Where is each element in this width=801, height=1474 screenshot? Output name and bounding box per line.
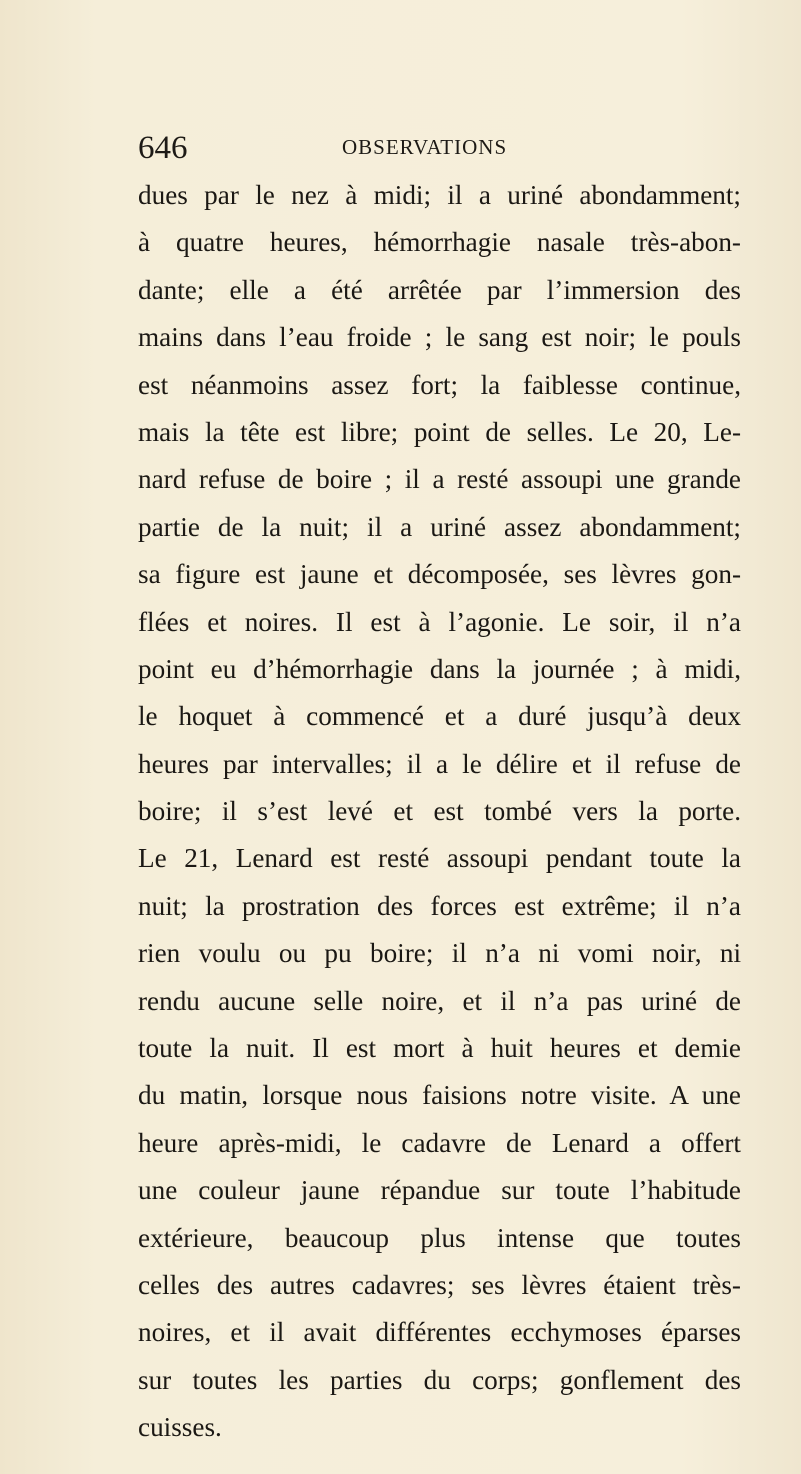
- text-line: mais la tête est libre; point de selles. Le 20, Le-: [138, 416, 741, 447]
- text-line: à quatre heures, hémorrhagie nasale très-abon-: [138, 227, 741, 258]
- text-line: heures par intervalles; il a le délire et il refuse de: [138, 748, 741, 779]
- text-line: Le 21, Lenard est resté assoupi pendant toute la: [138, 843, 741, 874]
- text-line: nuit; la prostration des forces est extrême; il n’a: [138, 890, 741, 921]
- body-text: [138, 172, 741, 1452]
- text-line: heure après-midi, le cadavre de Lenard a offert: [138, 1127, 741, 1158]
- text-line: extérieure, beaucoup plus intense que toutes: [138, 1222, 741, 1253]
- running-head: OBSERVATIONS: [342, 135, 508, 159]
- text-line: est néanmoins assez fort; la faiblesse continue,: [138, 369, 741, 400]
- text-line: nard refuse de boire ; il a resté assoupi une grande: [138, 464, 741, 495]
- text-line: rien voulu ou pu boire; il n’a ni vomi noir, ni: [138, 938, 741, 969]
- text-line: boire; il s’est levé et est tombé vers la porte.: [138, 796, 741, 827]
- text-line: partie de la nuit; il a uriné assez abondamment;: [138, 511, 741, 542]
- text-line: dues par le nez à midi; il a uriné abondamment;: [138, 180, 741, 210]
- text-line: sur toutes les parties du corps; gonflement des: [138, 1364, 741, 1395]
- text-line: flées et noires. Il est à l’agonie. Le soir, il n’a: [138, 606, 741, 637]
- text-line: du matin, lorsque nous faisions notre visite. A une: [138, 1080, 741, 1111]
- text-line: noires, et il avait différentes ecchymoses éparses: [138, 1317, 741, 1348]
- text-line: mains dans l’eau froide ; le sang est noir; le pouls: [138, 322, 741, 353]
- text-line: sa figure est jaune et décomposée, ses lèvres gon-: [138, 559, 741, 590]
- text-line: toute la nuit. Il est mort à huit heures et demie: [138, 1033, 741, 1064]
- page-number: 646: [138, 130, 188, 166]
- text-line: celles des autres cadavres; ses lèvres étaient très-: [138, 1269, 741, 1300]
- text-line: une couleur jaune répandue sur toute l’habitude: [138, 1175, 741, 1206]
- page-header: [138, 128, 758, 168]
- text-line: le hoquet à commencé et a duré jusqu’à deux: [138, 701, 741, 732]
- text-line: cuisses.: [138, 1412, 222, 1443]
- text-line: dante; elle a été arrêtée par l’immersion des: [138, 274, 741, 305]
- text-line: point eu d’hémorrhagie dans la journée ; à midi,: [138, 653, 741, 684]
- text-line: rendu aucune selle noire, et il n’a pas uriné de: [138, 985, 741, 1016]
